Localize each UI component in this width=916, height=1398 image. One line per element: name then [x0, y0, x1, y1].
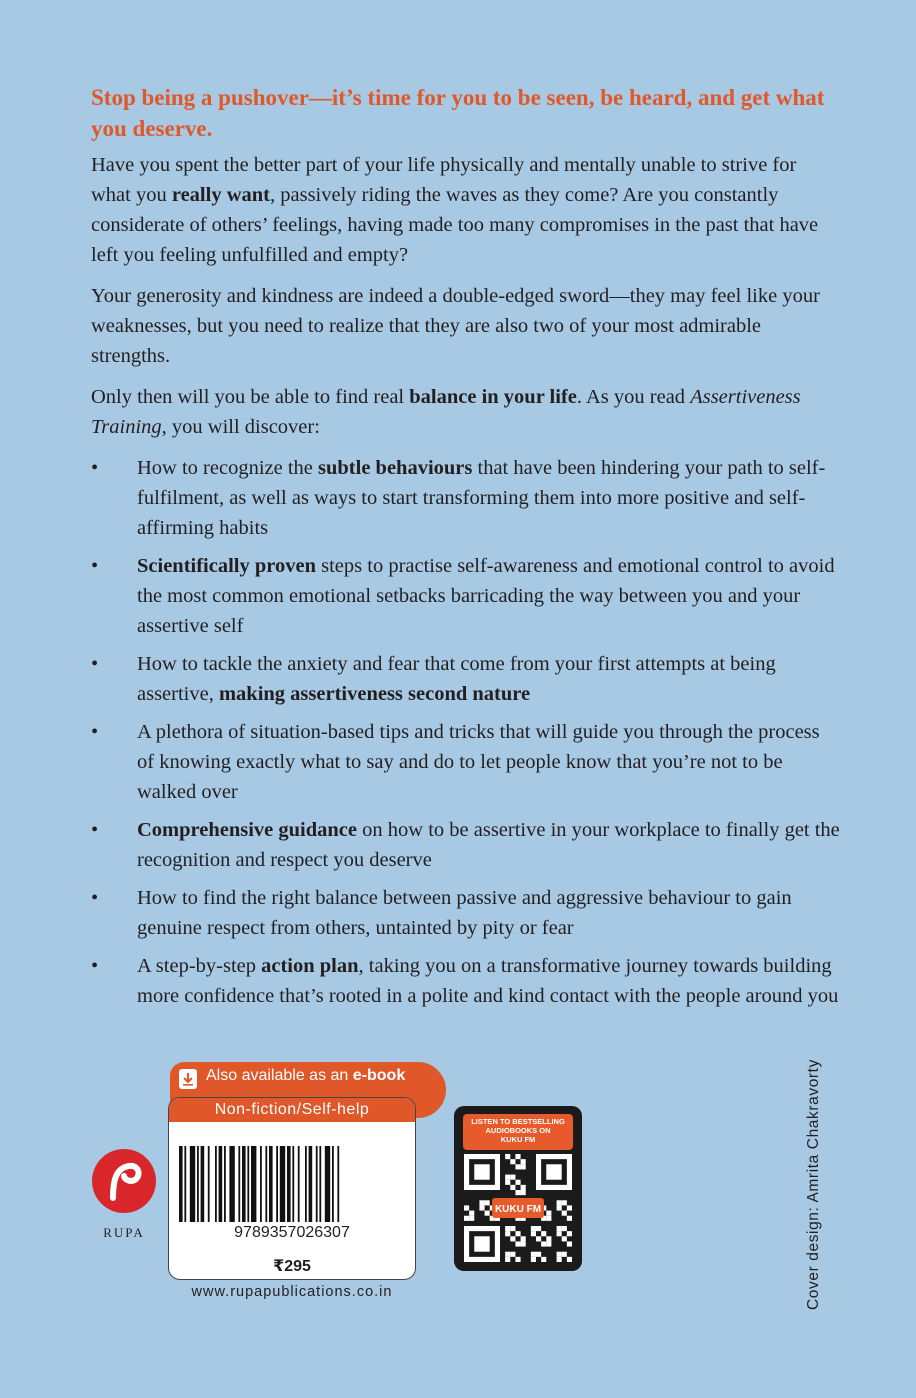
bullet-icon: •	[91, 819, 99, 841]
cover-credit: Cover design: Amrita Chakravorty	[805, 1059, 822, 1310]
barcode	[179, 1146, 405, 1222]
para1-text: Have you spent the better part of your life physically and mentally unable to strive for what you	[91, 154, 797, 206]
discover-paragraph	[91, 382, 841, 442]
barcode-box	[168, 1097, 416, 1280]
list-item: • Scientifically proven steps to practise self-awareness and emotional control to avoid the most common emotional setbacks barricading the way between you and your assertive self	[91, 551, 841, 641]
list-item: • A step-by-step action plan, taking you on a transformative journey towards building more confidence that’s rooted in a polite and kind contact with the people around you	[91, 951, 841, 1011]
list-item: • How to tackle the anxiety and fear that come from your first attempts at being assertive, making assertiveness second nature	[91, 649, 841, 709]
rupa-logo-icon	[91, 1148, 157, 1214]
price: ₹295	[273, 1258, 311, 1275]
para3-text-end: , you will discover:	[161, 416, 320, 438]
para3-emphasis: balance in your life	[409, 386, 577, 408]
qr-code[interactable]	[464, 1154, 572, 1262]
benefits-list	[91, 453, 841, 1011]
isbn-number: 9789357026307	[234, 1224, 350, 1241]
para1-emphasis: really want	[171, 184, 270, 206]
list-item: • A plethora of situation-based tips and tricks that will guide you through the process of knowing exactly what to say and do to let people know that you’re not to be walked over	[91, 717, 841, 807]
intro-paragraph	[91, 150, 841, 270]
back-cover-text	[91, 82, 841, 1019]
book-title: Assertiveness Training	[91, 386, 801, 438]
genre-label: Non-fiction/Self-help	[169, 1098, 415, 1122]
generosity-paragraph: Your generosity and kindness are indeed a double-edged sword—they may feel like your weaknesses, but you need to realize that they are also two of your most admirable strengths.	[91, 285, 820, 367]
kuku-fm-card[interactable]	[454, 1106, 582, 1271]
headline: Stop being a pushover—it’s time for you to be seen, be heard, and get what you deserve.	[91, 85, 825, 141]
bullet-icon: •	[91, 887, 99, 909]
ebook-label: Also available as an e-book	[206, 1067, 406, 1084]
para3-text: Only then will you be able to find real	[91, 386, 410, 408]
bullet-icon: •	[91, 555, 99, 577]
para3-text-mid: . As you read	[576, 386, 691, 408]
bullet-icon: •	[91, 653, 99, 675]
list-item: • How to recognize the subtle behaviours that have been hindering your path to self-fulfilment, as well as ways to start transforming them into more positive and self-affirming habits	[91, 453, 841, 543]
kuku-heading: LISTEN TO BESTSELLING AUDIOBOOKS ON KUKU FM	[463, 1114, 573, 1150]
bullet-icon: •	[91, 457, 99, 479]
list-item: • Comprehensive guidance on how to be assertive in your workplace to finally get the recognition and respect you deserve	[91, 815, 841, 875]
publisher-website[interactable]: www.rupapublications.co.in	[191, 1284, 393, 1300]
kuku-logo: KUKU FM	[494, 1204, 542, 1215]
list-item: • How to find the right balance between passive and aggressive behaviour to gain genuine respect from others, untainted by pity or fear	[91, 883, 841, 943]
publisher-name: RUPA	[103, 1225, 145, 1240]
para1-text-end: , passively riding the waves as they come? Are you constantly considerate of others’ feelings, having made too many compromises in the past that have left you feeling unfulfilled and empty?	[91, 184, 819, 266]
bullet-icon: •	[91, 721, 99, 743]
download-icon	[179, 1069, 197, 1089]
bullet-icon: •	[91, 955, 99, 977]
